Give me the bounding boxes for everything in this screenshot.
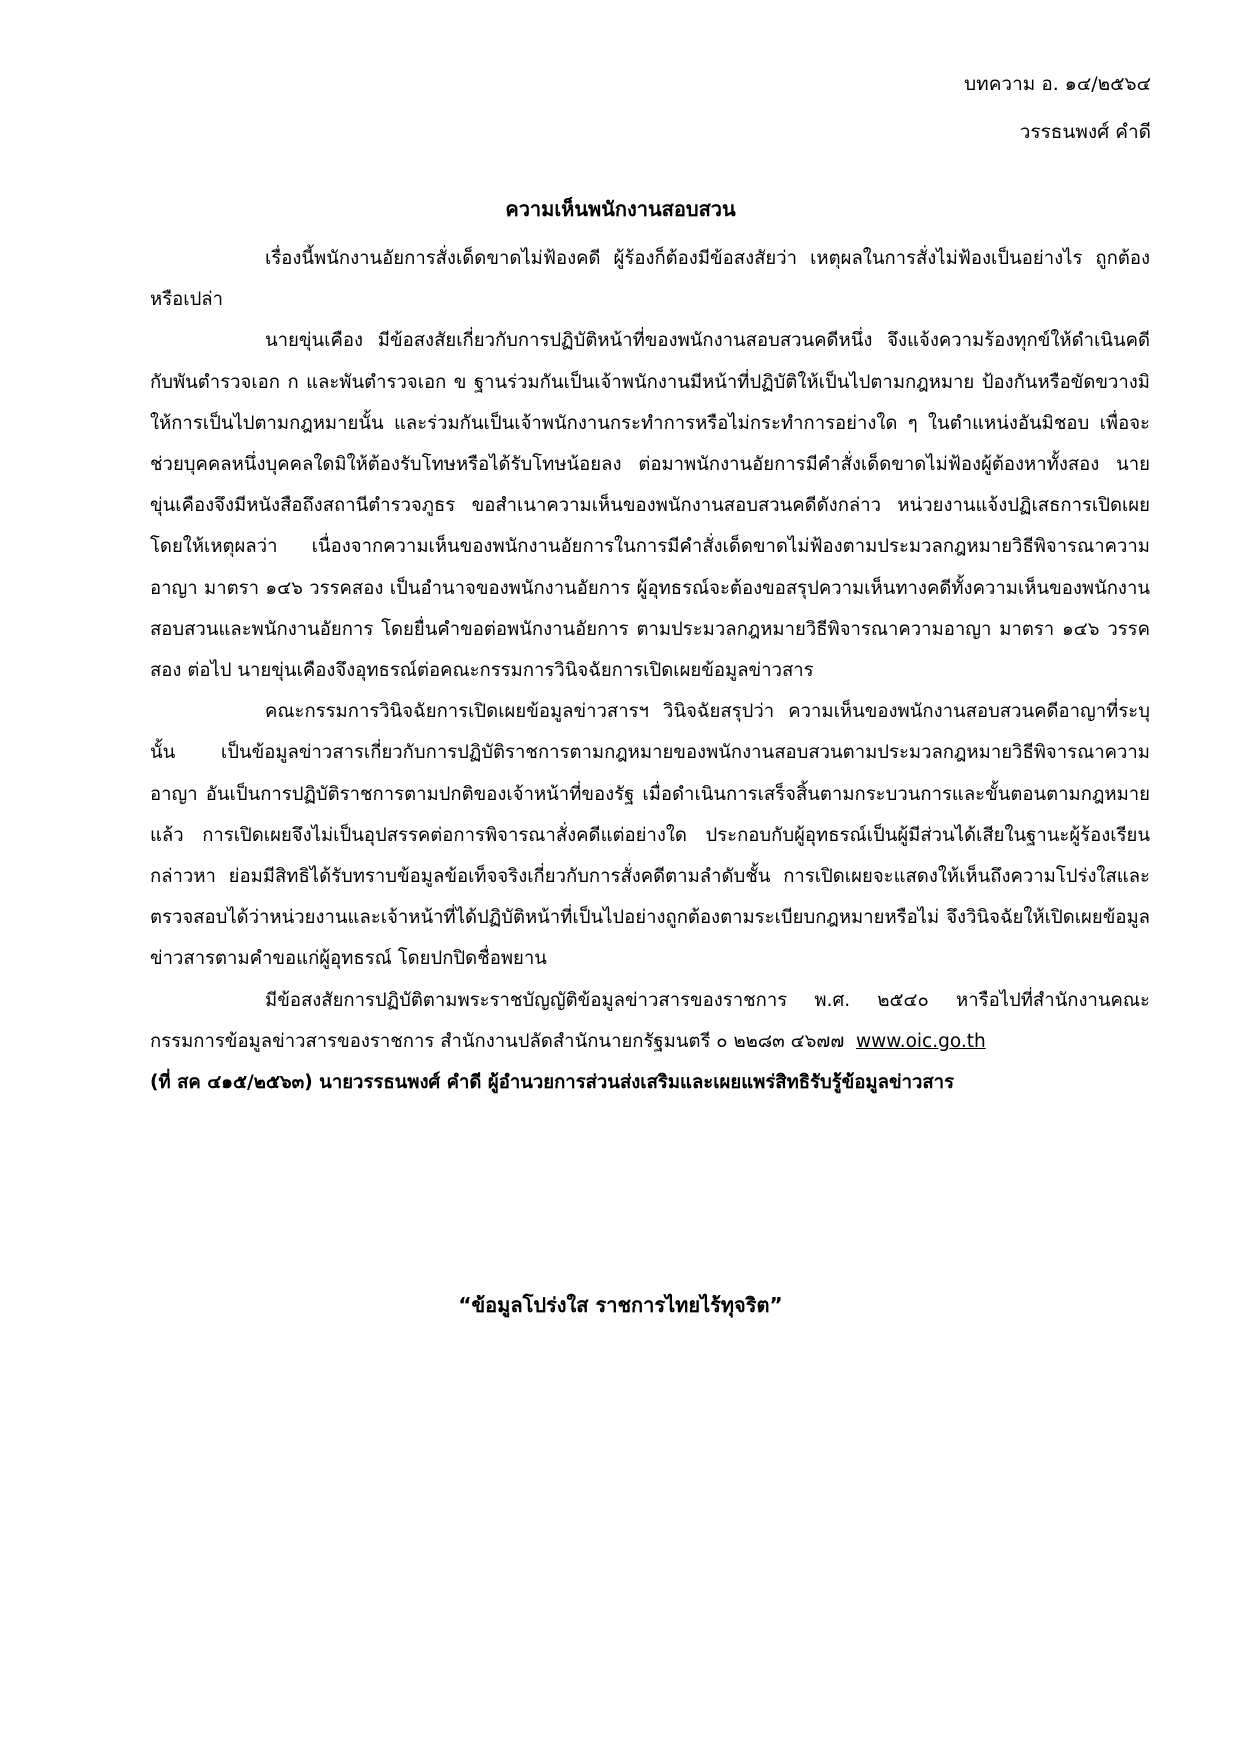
website-link[interactable]: www.oic.go.th [856, 1030, 986, 1052]
document-body [150, 238, 1150, 1103]
paragraph-case-facts: นายขุ่นเคือง มีข้อสงสัยเกี่ยวกับการปฏิบัติหน้าที่ของพนักงานสอบสวนคดีหนึ่ง จึงแจ้งความร้องทุกข์ให้ดำเนินคดีกับพันตำรวจเอก ก และพันตำรวจเอก ข ฐานร่วมกันเป็นเจ้าพนักงานมีหน้าที่ปฏิบัติให้เป็นไปตามกฎหมาย ป้องกันหรือขัดขวางมิให้การเป็นไปตามกฎหมายนั้น และร่วมกันเป็นเจ้าพนักงานกระทำการหรือไม่กระทำการอย่างใด ๆ ในตำแหน่งอันมิชอบ เพื่อจะช่วยบุคคลหนึ่งบุคคลใดมิให้ต้องรับโทษหรือได้รับโทษน้อยลง ต่อมาพนักงานอัยการมีคำสั่งเด็ดขาดไม่ฟ้องผู้ต้องหาทั้งสอง นายขุ่นเคืองจึงมีหนังสือถึงสถานีตำรวจภูธร ขอสำเนาความเห็นของพนักงานสอบสวนคดีดังกล่าว หน่วยงานแจ้งปฏิเสธการเปิดเผยโดยให้เหตุผลว่า เนื่องจากความเห็นของพนักงานอัยการในการมีคำสั่งเด็ดขาดไม่ฟ้องตามประมวลกฎหมายวิธีพิจารณาความอาญา มาตรา ๑๔๖ วรรคสอง เป็นอำนาจของพนักงานอัยการ ผู้อุทธรณ์จะต้องขอสรุปความเห็นทางคดีทั้งความเห็นของพนักงานสอบสวนและพนักงานอัยการ โดยยื่นคำขอต่อพนักงานอัยการ ตามประมวลกฎหมายวิธีพิจารณาความอาญา มาตรา ๑๔๖ วรรคสอง ต่อไป นายขุ่นเคืองจึงอุทธรณ์ต่อคณะกรรมการวินิจฉัยการเปิดเผยข้อมูลข่าวสาร [150, 330, 1150, 682]
article-number: บทความ อ. ๑๔/๒๕๖๔ [964, 73, 1151, 95]
author-name: วรรธนพงศ์ คำดี [1019, 121, 1151, 143]
paragraph-committee-decision: คณะกรรมการวินิจฉัยการเปิดเผยข้อมูลข่าวสารฯ วินิจฉัยสรุปว่า ความเห็นของพนักงานสอบสวนคดีอาญาที่ระบุนั้น เป็นข้อมูลข่าวสารเกี่ยวกับการปฏิบัติราชการตามกฎหมายของพนักงานสอบสวนตามประมวลกฎหมายวิธีพิจารณาความอาญา อันเป็นการปฏิบัติราชการตามปกติของเจ้าหน้าที่ของรัฐ เมื่อดำเนินการเสร็จสิ้นตามกระบวนการและขั้นตอนตามกฎหมายแล้ว การเปิดเผยจึงไม่เป็นอุปสรรคต่อการพิจารณาสั่งคดีแต่อย่างใด ประกอบกับผู้อุทธรณ์เป็นผู้มีส่วนได้เสียในฐานะผู้ร้องเรียนกล่าวหา ย่อมมีสิทธิได้รับทราบข้อมูลข้อเท็จจริงเกี่ยวกับการสั่งคดีตามลำดับชั้น การเปิดเผยจะแสดงให้เห็นถึงความโปร่งใสและตรวจสอบได้ว่าหน่วยงานและเจ้าหน้าที่ได้ปฏิบัติหน้าที่เป็นไปอย่างถูกต้องตามระเบียบกฎหมายหรือไม่ จึงวินิจฉัยให้เปิดเผยข้อมูลข่าวสารตามคำขอแก่ผู้อุทธรณ์ โดยปกปิดชื่อพยาน [150, 701, 1150, 970]
paragraph-contact [150, 980, 1150, 1062]
slogan: “ข้อมูลโปร่งใส ราชการไทยไร้ทุจริต” [458, 1293, 783, 1317]
paragraph-intro: เรื่องนี้พนักงานอัยการสั่งเด็ดขาดไม่ฟ้องคดี ผู้ร้องก็ต้องมีข้อสงสัยว่า เหตุผลในการสั่งไม่ฟ้องเป็นอย่างไร ถูกต้องหรือเปล่า [150, 248, 1150, 311]
contact-text: มีข้อสงสัยการปฏิบัติตามพระราชบัญญัติข้อมูลข่าวสารของราชการ พ.ศ. ๒๕๔๐ หารือไปที่สำนักงานคณะกรรมการข้อมูลข่าวสารของราชการ สำนักงานปลัดสำนักนายกรัฐมนตรี ๐ ๒๒๘๓ ๔๖๗๗ [150, 989, 1150, 1052]
document-header [551, 60, 1151, 156]
document-title: ความเห็นพนักงานสอบสวน [505, 197, 736, 221]
signature-line: (ที่ สค ๔๑๕/๒๕๖๓) นายวรรธนพงศ์ คำดี ผู้อำนวยการส่วนส่งเสริมและเผยแพร่สิทธิรับรู้ข้อมูลข่าวสาร [150, 1072, 955, 1094]
